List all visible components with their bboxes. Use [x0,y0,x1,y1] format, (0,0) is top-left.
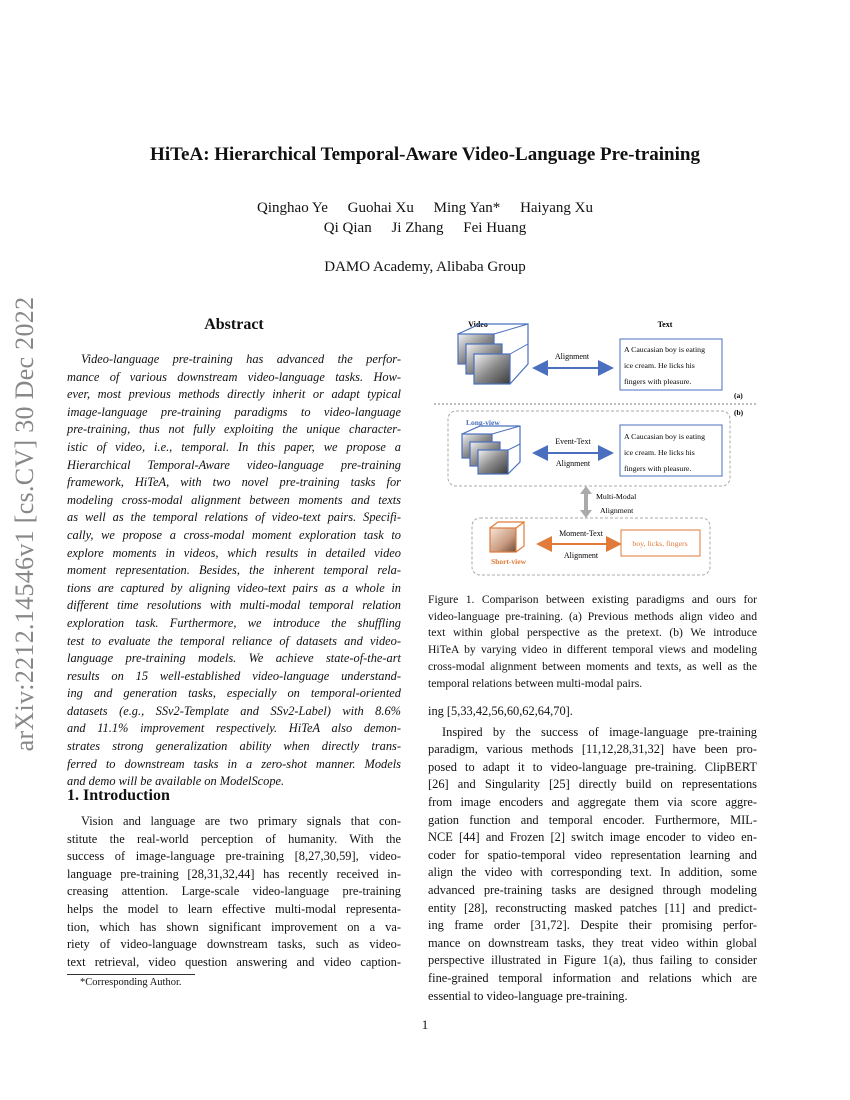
text-line: explore moments in videos, which results in detailed video [67,545,401,560]
multi-modal-alignment-label: Alignment [600,506,634,515]
text-line: different time resolutions with multi-modal temporal relation [67,598,401,613]
video-cube-b [462,426,520,474]
text-line: fine-grained temporal information and relations which are [428,970,757,985]
text-line: as well as the temporal relations of video-text pairs. Specifi- [67,510,401,525]
text-line: Figure 1. Comparison between existing paradigms and ours for [428,593,757,606]
text-line: gation function and temporal encoder. Furthermore, MIL- [428,812,757,827]
text-line: cally, we propose a cross-modal moment exploration task to [67,527,401,542]
text-line: Video-language pre-training has advanced the perfor- [81,352,401,366]
author: Qinghao Ye [257,200,328,216]
text-line: success of image-language pre-training [8,27,30,59], video- [67,849,401,864]
text-line: results on 15 well-established video-language understand- [67,668,401,683]
text-line: Vision and language are two primary signals that con- [81,814,401,828]
text-line: stitute the real-world perception of humanity. With the [67,831,401,846]
text-line: framework, HiTeA, with two novel pre-training tasks for [67,475,401,490]
text-line: ing [5,33,42,56,60,62,64,70]. [428,704,573,718]
keywords-text: boy, licks, fingers [632,539,688,548]
authors-line-1 [0,200,850,217]
text-line: [26] and Singularity [25] directly build on representations [428,777,757,792]
text-line: text within global perspective as the pretext. (b) We introduce [428,626,757,640]
long-view-label: Long-view [466,418,500,427]
author: Guohai Xu [347,200,414,216]
text-line: coder for spatio-temporal video representation learning and [428,847,757,862]
text-line: test to evaluate the temporal reliance of datasets and video- [67,633,401,648]
text-line: from image encoders and aggregate them via score aggre- [428,794,757,809]
moment-text-label: Moment-Text [559,529,603,538]
text-line: ing and generation tasks, especially on temporal-oriented [67,686,401,701]
abstract-body [67,351,401,791]
footnote-rule [67,974,195,975]
panel-label-a: (a) [734,391,743,400]
arxiv-id: arXiv:2212.14546v1 [cs.CV] 30 Dec 2022 [10,296,39,752]
text-line: posed to adapt it to video-language pre-training. ClipBERT [428,759,757,774]
abstract-heading: Abstract [204,316,264,333]
text-line: paradigm, various methods [11,12,28,31,32] have been pro- [428,742,757,757]
footnote: *Corresponding Author. [80,977,182,988]
panel-label-b: (b) [734,408,744,417]
text-line: perspective illustrated in Figure 1(a), thus failing to consider [428,953,757,968]
text-line: align the video with corresponding text. In addition, some [428,865,757,880]
paper-title: HiTeA: Hierarchical Temporal-Aware Video-Language Pre-training [150,144,700,165]
caption-a-line: fingers with pleasure. [624,377,692,386]
text-line: mance of various downstream video-language tasks. How- [67,369,401,384]
arxiv-sidebar [6,290,44,758]
author: Fei Huang [463,220,527,236]
short-view-label: Short-view [491,557,526,566]
text-line: temporal relations between multi-modal pairs. [428,676,643,690]
text-line: exploration task. Furthermore, we introduce the shuffling [67,615,401,630]
affiliation: DAMO Academy, Alibaba Group [324,259,526,275]
caption-a-line: A Caucasian boy is eating [624,345,705,354]
event-text-label: Event-Text [555,437,591,446]
text-line: essential to video-language pre-training. [428,988,628,1003]
text-line: datasets (e.g., SSv2-Template and SSv2-Label) with 8.6% [67,703,401,718]
text-line: Inspired by the success of image-language pre-training [442,724,757,739]
short-view-cube [490,522,524,552]
text-line: ing frame order [31,72]. Despite their promising perfor- [428,918,757,933]
text-line: ferred to downstream tasks in a zero-shot manner. Models [67,756,401,771]
text-line: moment representation. Besides, the inherent temporal rela- [67,563,401,578]
text-line: video-language pre-training. (a) Previous methods align video and [428,609,757,623]
introduction-heading: 1. Introduction [67,787,170,804]
text-line: language pre-training [28,31,32,44] has recently received in- [67,866,401,881]
text-line: modeling cross-modal alignment between moments and texts [67,492,401,507]
author: Qi Qian [323,220,372,236]
caption-b-line: ice cream. He licks his [624,448,695,457]
text-line: entity [28], reconstructing masked patches [11] and predict- [428,900,757,915]
text-line: strates strong generalization ability when directly trans- [67,739,401,754]
text-line: helps the model to learn effective multi-modal representa- [67,901,401,916]
authors-line-2 [0,220,850,237]
text-line: ever, most previous methods directly inherit or adapt typical [67,387,401,402]
text-line: cross-modal alignment between moments and texts, as well as the [428,659,757,673]
video-label: Video [468,320,488,329]
text-line: language pre-training models. We achieve state-of-the-art [67,651,401,666]
text-line: and demo will be available on ModelScope. [67,774,285,789]
text-line: tions are captured by aligning video-text pairs as a whole in [67,580,401,595]
multi-modal-arrow [580,486,592,518]
moment-alignment-label: Alignment [563,551,599,560]
page-number: 1 [421,1017,429,1032]
author: Haiyang Xu [520,200,593,216]
text-line: creasing attention. Large-scale video-language pre-training [67,884,401,899]
text-line: Hierarchical Temporal-Aware video-language pre-training [67,457,401,472]
text-line: advanced pre-training tasks are designed through modeling [428,882,757,897]
text-line: text retrieval, video question answering and video caption- [67,954,401,969]
text-line: istic of video, i.e., temporal. In this paper, we propose a [67,439,401,454]
author: Ming Yan* [433,200,501,216]
text-line: image-language pre-training paradigms to video-language [67,404,401,419]
right-column-body [428,703,757,1005]
text-line: and 11.1% improvement respectively. HiTeA also demon- [67,721,401,736]
text-line: riety of video-language downstream tasks, such as video- [67,937,401,952]
event-alignment-label: Alignment [555,459,591,468]
text-line: mance on downstream tasks, they treat video within global [428,935,757,950]
figure-1-caption [428,592,757,692]
video-cube-a [458,324,528,384]
text-line: pre-training, thus not fully exploiting the unique character- [67,422,401,437]
alignment-label-a: Alignment [554,352,590,361]
caption-b-line: fingers with pleasure. [624,464,692,473]
caption-b-line: A Caucasian boy is eating [624,432,705,441]
introduction-body [67,813,401,971]
text-label: Text [657,320,673,329]
author: Ji Zhang [391,220,444,236]
text-line: HiTeA by varying video in different temporal views and modeling [428,643,757,657]
figure-1 [428,314,760,582]
caption-a-line: ice cream. He licks his [624,361,695,370]
text-line: NCE [44] and Frozen [2] switch image encoder to video en- [428,830,757,845]
multi-modal-label: Multi-Modal [596,492,637,501]
text-line: tion, which has shown significant improvement on a va- [67,919,401,934]
